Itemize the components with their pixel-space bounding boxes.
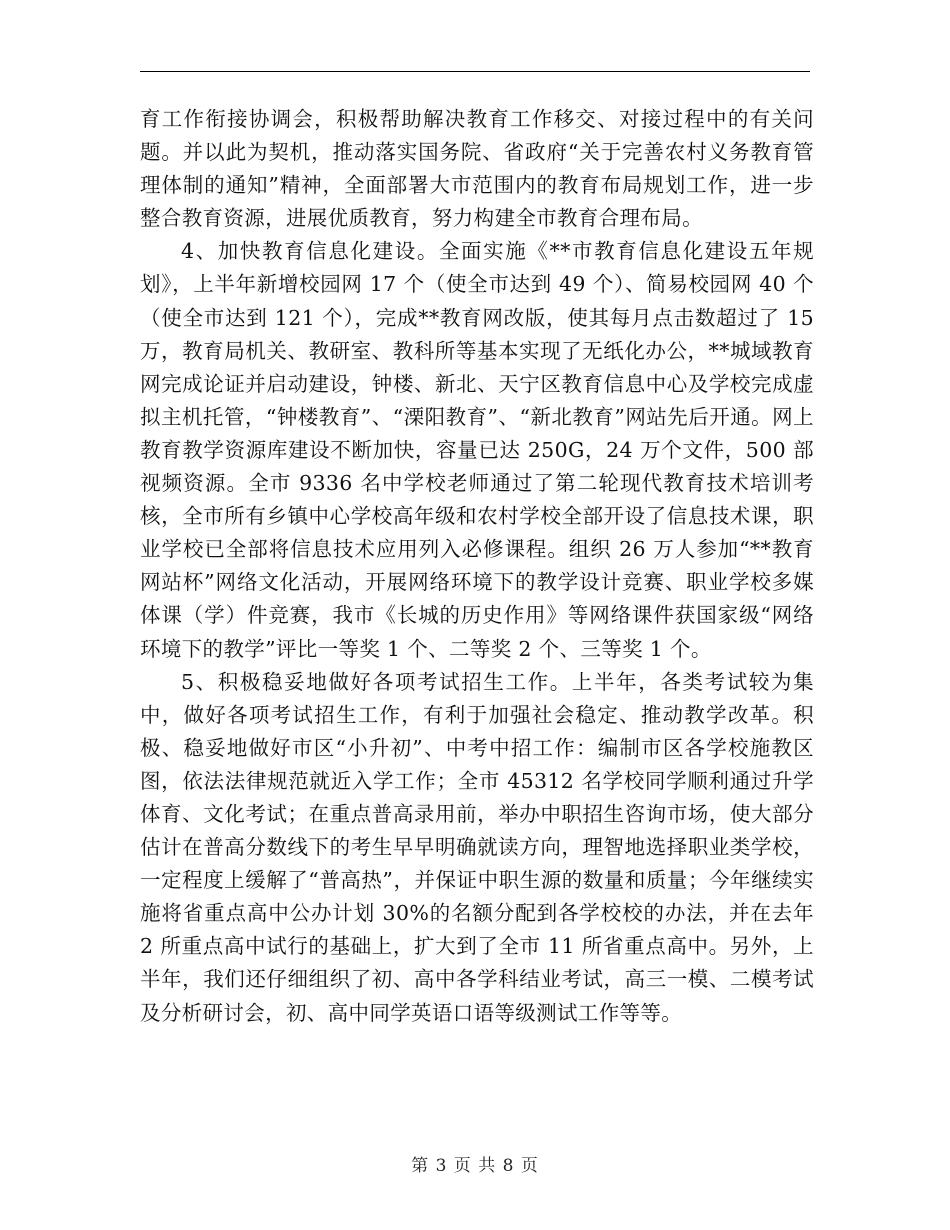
paragraph-item-5: 5、积极稳妥地做好各项考试招生工作。上半年，各类考试较为集中，做好各项考试招生工作，有利于加强社会稳定、推动教学改革。积极、稳妥地做好市区“小升初”、中考中招工作：编制市区各学校施教区图，依法法律规范就近入学工作；全市 45312 名学校同学顺利通过升学体育、文化考试；在重点普高录用前，举办中职招生咨询市场，使大部分估计在普高分数线下的考生早早明确就读方向，理智地选择职业类学校，一定程度上缓解了“普高热”，并保证中职生源的数量和质量；今年继续实施将省重点高中公办计划 30%的名额分配到各学校校的办法，并在去年 2 所重点高中试行的基础上，扩大到了全市 11 所省重点高中。另外，上半年，我们还仔细组织了初、高中各学科结业考试，高三一模、二模考试及分析研讨会，初、高中同学英语口语等级测试工作等等。 [140, 669, 814, 1025]
page-number: 第 3 页 共 8 页 [411, 1156, 539, 1176]
paragraph-continuation: 育工作衔接协调会，积极帮助解决教育工作移交、对接过程中的有关问题。并以此为契机，推动落实国务院、省政府“关于完善农村义务教育管理体制的通知”精神，全面部署大市范围内的教育布局规划工作，进一步整合教育资源，进展优质教育，努力构建全市教育合理布局。 [140, 107, 814, 231]
paragraph-item-4: 4、加快教育信息化建设。全面实施《**市教育信息化建设五年规划》，上半年新增校园网 17 个（使全市达到 49 个）、简易校园网 40 个（使全市达到 121 个），完成**教育网改版，使其每月点击数超过了 15 万，教育局机关、教研室、教科所等基本实现了无纸化办公，**城域教育网完成论证并启动建设，钟楼、新北、天宁区教育信息中心及学校完成虚拟主机托管，“钟楼教育”、“溧阳教育”、“新北教育”网站先后开通。网上教育教学资源库建设不断加快，容量已达 250G，24 万个文件，500 部视频资源。全市 9336 名中学校老师通过了第二轮现代教育技术培训考核，全市所有乡镇中心学校高年级和农村学校全部开设了信息技术课，职业学校已全部将信息技术应用列入必修课程。组织 26 万人参加“**教育网站杯”网络文化活动，开展网络环境下的教学设计竞赛、职业学校多媒体课（学）件竞赛，我市《长城的历史作用》等网络课件获国家级“网络环境下的教学”评比一等奖 1 个、二等奖 2 个、三等奖 1 个。 [140, 239, 814, 661]
header-rule [140, 71, 810, 72]
document-body [140, 103, 814, 1030]
